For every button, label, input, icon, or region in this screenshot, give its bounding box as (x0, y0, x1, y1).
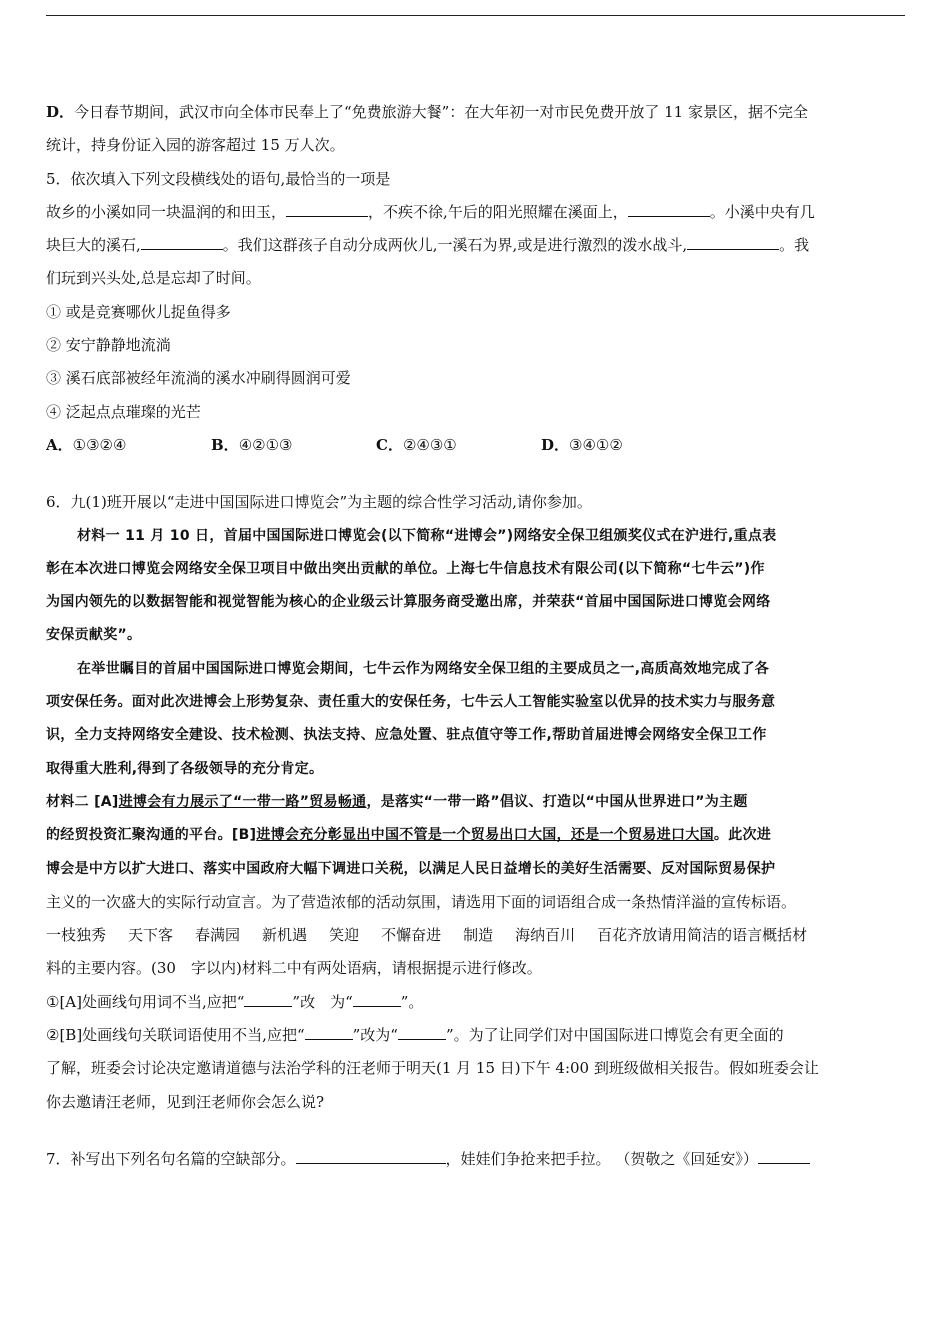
word: 天下客 (128, 926, 174, 945)
option-b[interactable]: B．④②①③ (211, 435, 293, 454)
word: 不懈奋进 (381, 926, 442, 945)
fill-blank[interactable] (758, 1145, 810, 1164)
q6-summary-line: 料的主要内容。(30 字以内)材料二中有两处语病，请根据提示进行修改。 (46, 959, 542, 978)
q4-option-d-line2: 统计，持身份证入园的游客超过 15 万人次。 (46, 136, 345, 155)
q6-material2-line2: 的经贸投资汇聚沟通的平台。[B]进博会充分彰显出中国不管是一个贸易出口大国，还是一个贸易进口大国。此次进 (46, 827, 772, 844)
q7-line: 7．补写出下列名句名篇的空缺部分。 ，娃娃们争抢来把手拉。 （贺敬之《回延安》） (46, 1143, 906, 1176)
q6-material1b-line: 取得重大胜利,得到了各级领导的充分肯定。 (46, 760, 324, 777)
q6-material2-line3: 博会是中方以扩大进口、落实中国政府大幅下调进口关税，以满足人民日益增长的美好生活需要、反对国际贸易保护 (46, 860, 776, 877)
q6-material1-line: 彰在本次进口博览会网络安全保卫项目中做出突出贡献的单位。上海七牛信息技术有限公司(以下简称“七牛云”)作 (46, 560, 765, 577)
q6-stem: 6．九(1)班开展以“走进中国国际进口博览会”为主题的综合性学习活动,请你参加。 (46, 493, 592, 512)
fill-blank[interactable] (398, 1021, 446, 1040)
q5-options (46, 429, 906, 462)
fill-blank[interactable] (687, 231, 779, 250)
fill-blank[interactable] (286, 198, 368, 217)
q5-passage-line1: 故乡的小溪如同一块温润的和田玉， ，不疾不徐,午后的阳光照耀在溪面上， 。小溪中央有几 (46, 196, 906, 229)
word: 海纳百川 (515, 926, 576, 945)
q5-item: ④ 泛起点点璀璨的光芒 (46, 402, 201, 421)
q6-material1b-line: 项安保任务。面对此次进博会上形势复杂、责任重大的安保任务，七牛云人工智能实验室以优异的技术实力与服务意 (46, 694, 776, 711)
q6-fix2: ②[B]处画线句关联词语使用不当,应把“ ”改为“ ”。为了让同学们对中国国际进口博览会有更全面的 (46, 1019, 906, 1052)
q6-material1-line: 为国内领先的以数据智能和视觉智能为核心的企业级云计算服务商受邀出席，并荣获“首届中国国际进口博览会网络 (46, 594, 771, 611)
q5-item: ③ 溪石底部被经年流淌的溪水冲刷得圆润可爱 (46, 369, 351, 388)
q5-passage-line2: 块巨大的溪石, 。我们这群孩子自动分成两伙儿,一溪石为界,或是进行激烈的泼水战斗, 。我 (46, 229, 906, 262)
word: 笑迎 (329, 926, 360, 945)
header-rule (46, 15, 905, 16)
q6-fix1: ①[A]处画线句用词不当,应把“ ”改 为“ ”。 (46, 986, 906, 1019)
q6-material1b-line: 在举世瞩目的首届中国国际进口博览会期间，七牛云作为网络安全保卫组的主要成员之一,高质高效地完成了各 (77, 660, 770, 677)
option-d[interactable]: D．③④①② (541, 435, 623, 454)
underlined-sentence-a: 进博会有力展示了“一带一路”贸易畅通 (118, 793, 367, 810)
q5-passage-line3: 们玩到兴头处,总是忘却了时间。 (46, 269, 261, 288)
word: 一枝独秀 (46, 926, 107, 945)
option-c[interactable]: C．②④③① (376, 435, 457, 454)
q6-word-list (46, 919, 906, 952)
word: 春满园 (195, 926, 241, 945)
q5-item: ① 或是竞赛哪伙儿捉鱼得多 (46, 302, 231, 321)
q6-material1-line: 安保贡献奖”。 (46, 627, 142, 644)
option-a[interactable]: A．①③②④ (46, 435, 127, 454)
q6-invite-line1: 了解，班委会讨论决定邀请道德与法治学科的汪老师于明天(1 月 15 日)下午 4:00 到班级做相关报告。假如班委会让 (46, 1059, 819, 1078)
q6-material1-line: 材料一 11 月 10 日，首届中国国际进口博览会(以下简称“进博会”)网络安全保卫组颁奖仪式在沪进行,重点表 (77, 527, 777, 544)
underlined-sentence-b: 进博会充分彰显出中国不管是一个贸易出口大国，还是一个贸易进口大国 (256, 827, 714, 844)
word: 制造 (463, 926, 494, 945)
fill-blank[interactable] (353, 988, 401, 1007)
fill-blank[interactable] (305, 1021, 353, 1040)
fill-blank[interactable] (244, 988, 292, 1007)
fill-blank[interactable] (141, 231, 223, 250)
word: 新机遇 (262, 926, 308, 945)
q5-stem: 5．依次填入下列文段横线处的语句,最恰当的一项是 (46, 169, 391, 188)
q6-material2-line1: 材料二 [A]进博会有力展示了“一带一路”贸易畅通，是落实“一带一路”倡议、打造以“中国从世界进口”为主题 (46, 793, 748, 810)
fill-blank[interactable] (296, 1145, 446, 1164)
q6-material2-line4: 主义的一次盛大的实际行动宣言。为了营造浓郁的活动氛围，请选用下面的词语组合成一条热情洋溢的宣传标语。 (46, 892, 797, 911)
q5-item: ② 安宁静静地流淌 (46, 336, 171, 355)
q6-material1b-line: 识，全力支持网络安全建设、技术检测、执法支持、应急处置、驻点值守等工作,帮助首届进博会网络安全保卫工作 (46, 727, 767, 744)
word-tail: 百花齐放请用简洁的语言概括材 (597, 926, 808, 945)
q4-option-d-line1: D．今日春节期间，武汉市向全体市民奉上了“免费旅游大餐”：在大年初一对市民免费开放了 11 家景区，据不完全 (46, 103, 808, 121)
fill-blank[interactable] (628, 198, 710, 217)
exam-document (46, 96, 906, 1176)
option-letter: D． (46, 103, 75, 121)
q6-invite-line2: 你去邀请汪老师，见到汪老师你会怎么说? (46, 1092, 325, 1111)
